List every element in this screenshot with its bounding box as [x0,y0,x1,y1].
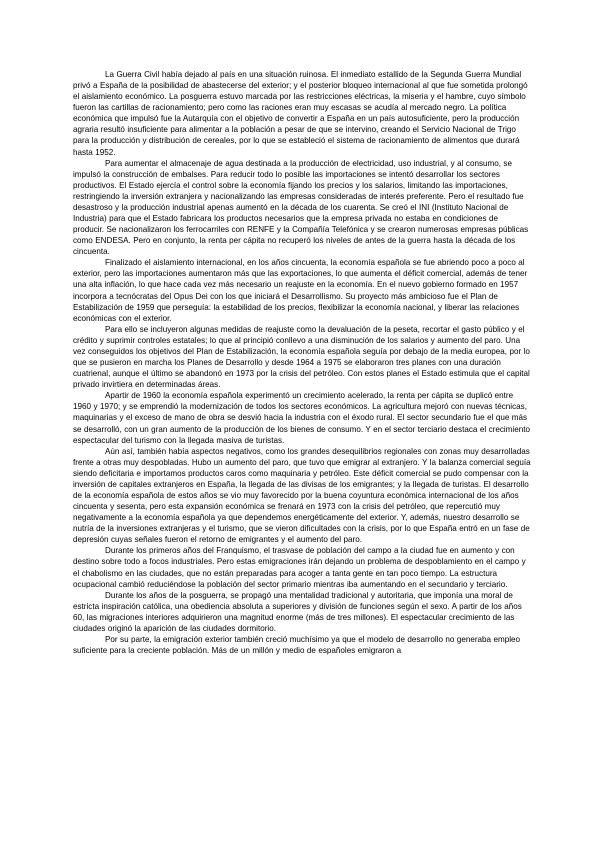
paragraph-embalses-ini: Para aumentar el almacenaje de agua destinada a la producción de electricidad, uso industrial, y al consumo, se impulsó la construcción de embalses. Para reducir todo lo posible las importaciones se intentó desarrollar los sectores productivos. El Estado ejercía el control sobre la economía fijando los precios y los salarios, limitando las importaciones, restringiendo la inversión extranjera y nacionalizando las empresas consideradas de interés preferente. Pero el resultado fue desastroso y la producción industrial apenas aumentó en la década de los cuarenta. Se creó el INI (Instituto Nacional de Industria) para que el Estado fabricara los productos necesarios que la empresa privada no estaba en condiciones de producir. Se nacionalizaron los ferrocarriles con RENFE y la Compañía Telefónica y se crearon numerosas empresas públicas como ENDESA. Pero en conjunto, la renta per cápita no recuperó los niveles de antes de la guerra hasta la década de los cincuenta. [73,158,529,257]
paragraph-plan-estabilizacion: Finalizado el aislamiento internacional, en los años cincuenta, la economía española se fue abriendo poco a poco al exterior, pero las importaciones aumentaron más que las exportaciones, lo que aumenta el déficit comercial, además de tener una alta inflación, lo que hace cada vez más necesario un reajuste en la economía. En el nuevo gobierno formado en 1957 incorpora a tecnócratas del Opus Dei con los que iniciará el Desarrollismo. Su proyecto más ambicioso fue el Plan de Estabilización de 1959 que perseguía: la estabilidad de los precios, flexibilizar la economía nacional, y liberar las relaciones económicas con el exterior. [73,258,528,323]
paragraph-emigracion-exterior: Por su parte, la emigración exterior también creció muchísimo ya que el modelo de desarrollo no generaba empleo suficiente para la creciente población. Más de un millón y medio de españoles emigraron a [73,634,521,656]
paragraph-posguerra-autarquia: La Guerra Civil había dejado al país en una situación ruinosa. El inmediato estallido de la Segunda Guerra Mundial privó a España de la posibilidad de abastecerse del exterior; y el posterior bloqueo internacional al que fue sometida prolongó el aislamiento económico. La posguerra estuvo marcada por las restricciones eléctricas, la miseria y el hambre, cuyo símbolo fueron las cartillas de racionamiento; pero como las raciones eran muy escasas se acudía al mercado negro. La política económica que impulsó fue la Autarquía con el objetivo de convertir a España en un país autosuficiente, pero la producción agraria resultó insuficiente para alimentar a la población a pesar de que se intervino, creando el Servicio Nacional de Trigo para la producción y distribución de cereales, por lo que se estableció el sistema de racionamiento de alimentos que durará hasta 1952. [73,70,528,157]
paragraph-mentalidad-posguerra: Durante los años de la posguerra, se propagó una mentalidad tradicional y autoritaria, que imponía una moral de estricta inspiración católica, una obediencia absoluta a superiores y división de funciones según el sexo. A partir de los años 60, las migraciones interiores adquirieron una magnitud enorme (más de tres millones). El espectacular crecimiento de las ciudades originó la aparición de las ciudades dormitorio. [73,590,522,633]
paragraph-planes-desarrollo: Para ello se incluyeron algunas medidas de reajuste como la devaluación de la peseta, recortar el gasto público y el crédito y suprimir controles estatales; lo que al principió conllevo a una disminución de los salarios y aumento del paro. Una vez conseguidos los objetivos del Plan de Estabilización, la economía española seguía por debajo de la media europea, por lo que se pusieron en marcha los Planes de Desarrollo y desde 1964 a 1975 se elaboraron tres planes con una duración cuatrienal, aunque el último se abandonó en 1973 por la crisis del petróleo. Con estos planes el Estado estimula que el capital privado invirtiera en determinadas áreas. [73,324,530,390]
paragraph-crecimiento-1960: Apartir de 1960 la economía española experimentó un crecimiento acelerado, la renta per cápita se duplicó entre 1960 y 1970; y se emprendió la modernización de todos los sectores económicos. La agricultura mejoró con nuevas técnicas, maquinarias y el exceso de mano de obra se desvió hacia la industria con el éxodo rural. El sector secundario fue el que más se desarrolló, con un gran aumento de la producción de los bienes de consumo. Y en el sector terciario destaca el crecimiento espectacular del turismo con la llegada masiva de turistas. [73,391,530,445]
paragraph-exodo-rural: Durante los primeros años del Franquismo, el trasvase de población del campo a la ciudad fue en aumento y con destino sobre todo a focos industriales. Pero estas emigraciones irán dejando un problema de despoblamiento en el campo y el chabolismo en las ciudades, que no están preparadas para acoger a tanta gente en tan poco tiempo. La estructura ocupacional cambió reduciéndose la población del sector primario mientras iba aumentando en el secundario y terciario. [73,546,526,589]
document-page [73,69,531,656]
paragraph-aspectos-negativos: Aún así, también había aspectos negativos, como los grandes desequilibrios regionales con zonas muy desarrolladas frente a otras muy despobladas. Hubo un aumento del paro, que tuvo que emigrar al extranjero. Y la balanza comercial seguía siendo deficitaria e importamos productos caros como maquinaria y petróleo. Este déficit comercial se pudo compensar con la inversión de capitales extranjeros en España, la llegada de las divisas de los emigrantes; y la llegada de turistas. El desarrollo de la economía española de estos años se vio muy favorecido por la buena coyuntura económica internacional de los años cincuenta y sesenta, pero esta expansión económica se frenará en 1973 con la crisis del petróleo, que repercutió muy negativamente a la economía española ya que dependemos energéticamente del exterior. Y, además, nuestro desarrollo se nutría de la inversiones extranjeras y el turismo, que se vieron dificultades con la crisis, por lo que España entró en un fase de depresión cuyas señales fueron el retorno de emigrantes y el aumento del paro. [73,446,531,545]
